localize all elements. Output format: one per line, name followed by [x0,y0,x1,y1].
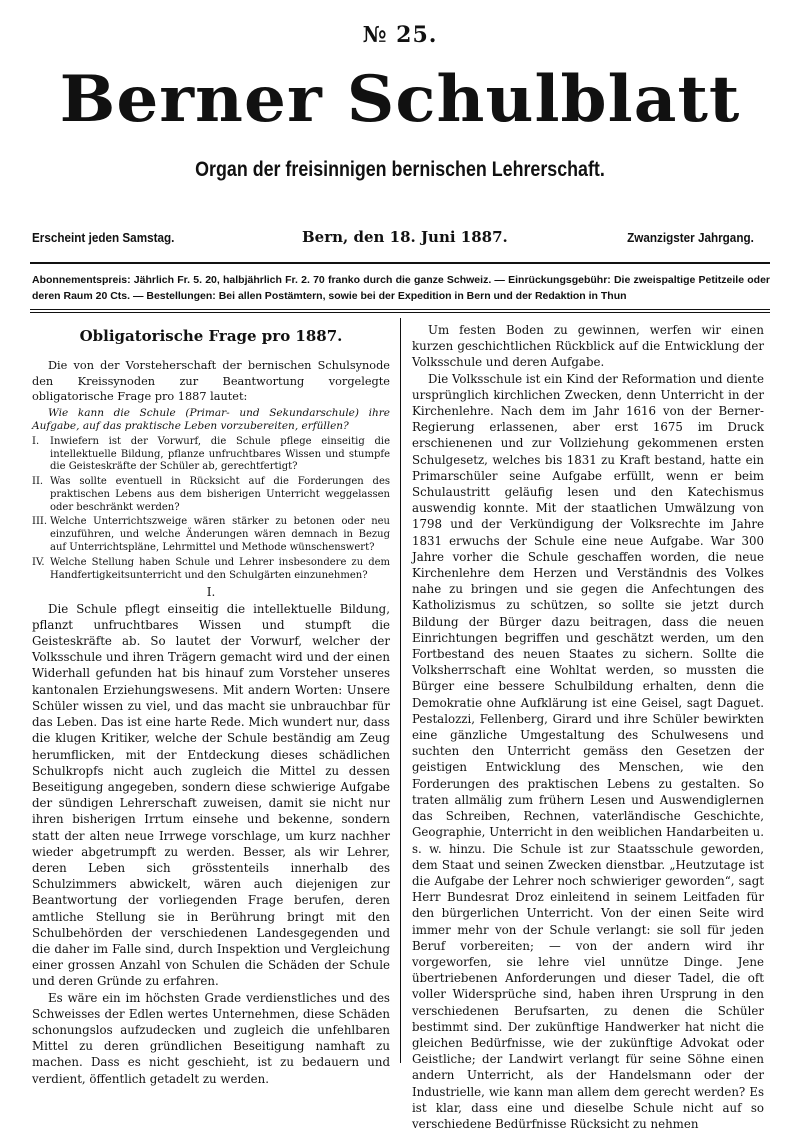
divider-rule-top [30,262,770,264]
body-paragraph: Die Volksschule ist ein Kind der Reformation und diente ursprünglich kirchlichen Zwecken, denn Unterricht in der Kirchenlehre. Nach dem im Jahr 1616 von der Berner-Regierung erlassenen, aber erst 1675 im Druck erschienenen und zur Vollziehung gekommenen ersten Schulgesetz, welches bis 1831 zu Kraft bestand, hatte ein Primarschüler seine Aufgabe erfüllt, wenn er beim Schulaustritt geläufig lesen und den Katechismus auswendig konnte. Mit der staatlichen Umwälzung von 1798 und der Verkündigung der Volksrechte im Jahre 1831 erwuchs der Schule eine neue Aufgabe. War 300 Jahre vorher die Schule geschaffen worden, die neue Kirchenlehre dem Herzen und Verständnis des Volkes nahe zu bringen und sie gegen die Anfechtungen des Katholizismus zu schützen, so sollte sie jetzt durch Bildung der Bürger dazu beitragen, dass die neuen Einrichtungen begriffen und geschätzt werden, um den Fortbestand des neuen Staates zu sichern. Sollte die Volksherrschaft eine Wohltat werden, so mussten die Bürger eine bessere Schulbildung erhalten, denn die Demokratie ohne Aufklärung ist eine Geisel, sagt Daguet. Pestalozzi, Fellenberg, Girard und ihre Schüler bewirkten eine gänzliche Umgestaltung des Schulwesens und suchten den Unterricht gemäss den Gesetzen der geistigen Entwicklung des Menschen, wie den Forderungen des praktischen Lebens zu gestalten. So traten allmälig zum frühern Lesen und Auswendiglernen das Schreiben, Rechnen, vaterländische Geschichte, Geographie, Unterricht in den weiblichen Handarbeiten u. s. w. hinzu. Die Schule ist zur Staatsschule geworden, dem Staat und seinen Zwecken dienstbar. „Heutzutage ist die Aufgabe der Lehrer noch schwieriger geworden“, sagt Herr Bundesrat Droz einleitend in seinem Leitfaden für den bürgerlichen Unterricht. Von der einen Seite wird immer mehr von der Schule verlangt: sie soll für jeden Beruf vorbereiten; — von der andern wird ihr vorgeworfen, sie lehre viel unnütze Dinge. Jene übertriebenen Anforderungen und dieser Tadel, die oft voller Widersprüche sind, haben ihren Ursprung in den verschiedenen Berufsarten, zu denen die Schüler bestimmt sind. Der zukünftige Handwerker hat nicht die gleichen Bedürfnisse, wie der zukünftige Advokat oder Geistliche; der Landwirt verlangt für seine Söhne einen andern Unterricht, als der Handelsmann oder der Industrielle, wie kann man allem dem gerecht werden? Es ist klar, dass eine und dieselbe Schule nicht auf so verschiedene Bedürfnisse Rücksicht zu nehmen [412,371,764,1131]
article-column-right [412,322,764,1132]
question-item: I. Inwiefern ist der Vorwurf, die Schule pflege einseitig die intellektuelle Bildung, pflanze unfruchtbares Wissen und stumpfe die Geisteskräfte der Schüler ab, gerechtfertigt? [32,435,390,473]
body-paragraph: Um festen Boden zu gewinnen, werfen wir einen kurzen geschichtlichen Rückblick auf die Entwicklung der Volksschule und deren Aufgabe. [412,323,764,370]
issue-date: Bern, den 18. Juni 1887. [302,228,508,246]
volume-year: Zwanzigster Jahrgang. [627,230,754,245]
body-paragraph: Es wäre ein im höchsten Grade verdienstliches und des Schweisses der Edlen wertes Unternehmen, diese Schäden schonungslos aufzudecken und zugleich die unfehlbaren Mittel zu deren gründlichen Beseitigung namhaft zu machen. Dass es nicht geschieht, ist zu bedauern und verdient, öffentlich getadelt zu werden. [32,990,390,1086]
subscription-info: Abonnementspreis: Jährlich Fr. 5. 20, halbjährlich Fr. 2. 70 franko durch die ganze Schweiz. — Einrückungsgebühr: Die zweispaltige Petitzeile oder deren Raum 20 Cts. — Bestellungen: Bei allen Postämtern, sowie bei der Expedition in Bern und der Redaktion in Thun [32,274,770,302]
article-intro: Die von der Vorsteherschaft der bernischen Schulsynode den Kreissynoden zur Beantwortung vorgelegte obligatorische Frage pro 1887 lautet: [32,359,390,404]
question-item: II. Was sollte eventuell in Rücksicht auf die Forderungen des praktischen Lebens aus dem bisherigen Unterricht weggelassen oder beschränkt werden? [32,476,390,513]
divider-rule-mid [30,309,770,310]
body-paragraph: Die Schule pflegt einseitig die intellektuelle Bildung, pflanzt unfruchtbares Wissen und stumpft die Geisteskräfte ab. So lautet der Vorwurf, welcher der Volksschule und ihren Trägern gemacht wird und der einen Widerhall gefunden hat bis hinauf zum Vorsteher unseres kantonalen Erziehungswesens. Mit andern Worten: Unsere Schüler wissen zu viel, und das macht sie unbrauchbar für das Leben. Das ist eine harte Rede. Mich wundert nur, dass die klugen Kritiker, welche der Schule beständig am Zeug herumflicken, mit der Entdeckung dieses schädlichen Schulkropfs nicht auch zugleich die Mittel zu dessen Beseitigung angegeben, sondern diese schwierige Aufgabe der sündigen Lehrerschaft zuweisen, damit sie nicht nur ihren bisherigen Irrtum einsehe und bekenne, sondern statt der alten neue Irrwege vorschlage, um kurz nachher wieder abgetrumpft zu werden. Besser, als wir Lehrer, deren Leben sich grösstenteils innerhalb des Schulzimmers abwickelt, wären auch diejenigen zur Beantwortung der vorliegenden Frage berufen, deren amtliche Stellung sie in Berührung bringt mit den Schulbehörden der verschiedenen Landesgegenden und die daher im Falle sind, durch Inspektion und Vergleichung einer grossen Anzahl von Schulen die Schäden der Schule und deren Gründe zu erfahren. [32,601,390,989]
question-title: Wie kann die Schule (Primar- und Sekundarschule) ihre Aufgabe, auf das praktische Leben vorzubereiten, erfüllen? [32,406,390,433]
info-line [32,228,754,248]
masthead-subtitle: Organ der freisinnigen bernischen Lehrerschaft. [195,158,605,181]
column-divider [400,318,401,1063]
section-number: I. [206,585,216,600]
masthead-title: Berner Schulblatt [59,62,741,137]
article-column-left [32,322,390,1087]
article-title: Obligatorische Frage pro 1887. [79,327,343,345]
question-item: III. Welche Unterrichtszweige wären stärker zu betonen oder neu einzuführen, und welche Änderungen wären demnach in Bezug auf Unterrichtspläne, Lehrmittel und Methode wünschenswert? [32,516,390,554]
publication-frequency: Erscheint jeden Samstag. [32,230,175,245]
question-item: IV. Welche Stellung haben Schule und Lehrer insbesondere zu dem Handfertigkeitsunterricht und den Schulgärten einzunehmen? [32,556,390,581]
issue-number: № 25. [362,22,438,48]
divider-rule-mid-2 [30,312,770,313]
